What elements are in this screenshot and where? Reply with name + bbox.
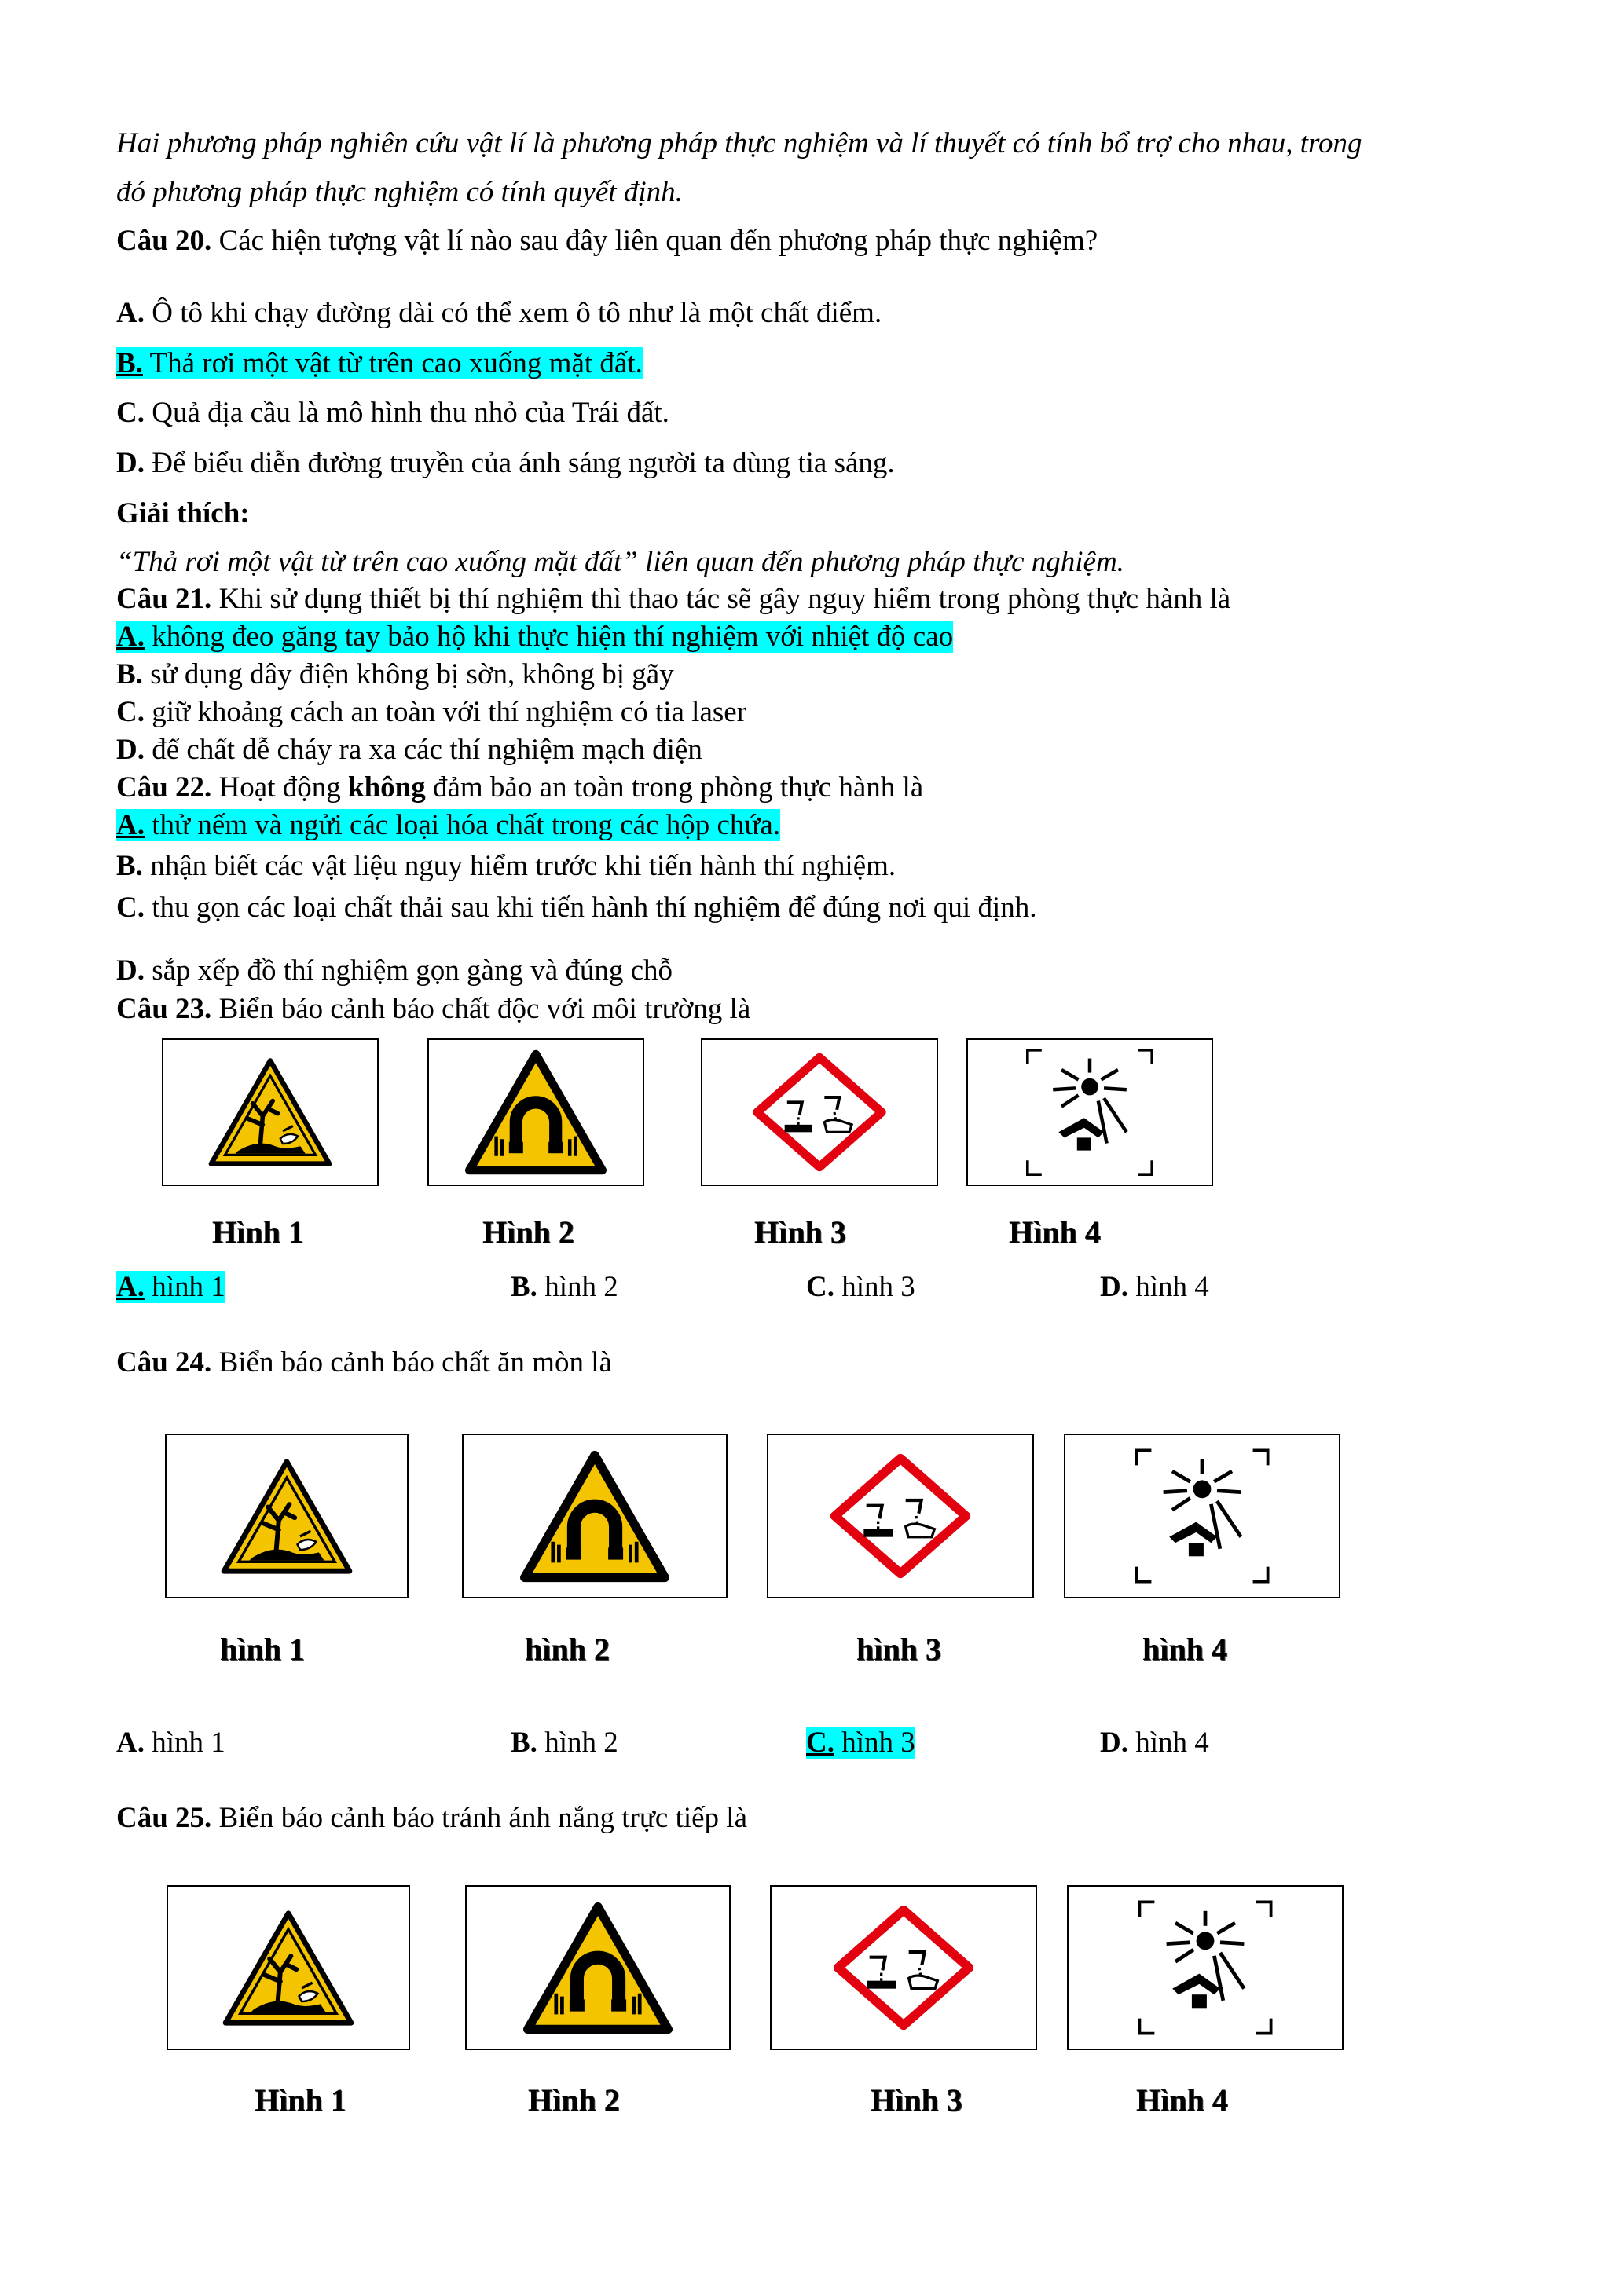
environment-hazard-icon	[220, 1456, 354, 1576]
option-letter: B.	[116, 658, 143, 690]
question-label: Câu 25.	[116, 1802, 212, 1834]
option-letter: C.	[806, 1271, 834, 1303]
option-letter: D.	[1100, 1727, 1128, 1759]
option-letter: B.	[116, 347, 143, 379]
intro-line-2: đó phương pháp thực nghiệm có tính quyết định.	[116, 176, 683, 208]
option-text: hình 3	[834, 1271, 915, 1303]
sign-environment-hazard	[162, 1038, 379, 1186]
option-letter: D.	[116, 954, 145, 987]
option-text: nhận biết các vật liệu nguy hiểm trước khi tiến hành thí nghiệm.	[142, 850, 896, 882]
sign-corrosive	[701, 1038, 938, 1186]
sign-magnetic-field	[462, 1434, 728, 1598]
sign-magnetic-field	[465, 1885, 731, 2050]
option-text: thử nếm và ngửi các loại hóa chất trong các hộp chứa.	[144, 809, 781, 841]
sign-keep-out-of-sunlight	[966, 1038, 1213, 1186]
option-text: để chất dễ cháy ra xa các thí nghiệm mạch điện	[144, 734, 702, 766]
sign-keep-out-of-sunlight	[1067, 1885, 1344, 2050]
q23-option-a[interactable]	[116, 1269, 225, 1305]
figure-caption: hình 2	[525, 1631, 610, 1667]
sign-keep-out-of-sunlight	[1064, 1434, 1340, 1598]
question-21	[116, 581, 1230, 617]
magnetic-field-icon	[465, 1049, 607, 1176]
q23-option-c[interactable]	[806, 1269, 915, 1305]
option-letter: A.	[116, 1271, 145, 1303]
answer-highlight	[116, 809, 780, 841]
q21-option-b[interactable]	[116, 657, 674, 693]
question-text: Biển báo cảnh báo chất độc với môi trường là	[211, 993, 751, 1025]
q21-option-c[interactable]	[116, 694, 746, 731]
question-24	[116, 1345, 612, 1381]
magnetic-field-icon	[523, 1901, 673, 2035]
option-text: hình 3	[834, 1727, 915, 1759]
question-text: Hoạt động	[211, 771, 348, 804]
q24-option-c[interactable]	[806, 1725, 915, 1761]
option-text: hình 2	[537, 1271, 618, 1303]
explanation-heading: Giải thích:	[116, 497, 250, 529]
option-letter: C.	[116, 397, 145, 429]
option-letter: C.	[806, 1727, 834, 1759]
option-letter: D.	[116, 734, 145, 766]
sign-environment-hazard	[167, 1885, 410, 2050]
option-text: hình 2	[537, 1727, 618, 1759]
q24-option-a[interactable]	[116, 1725, 225, 1761]
q22-option-d[interactable]	[116, 953, 673, 989]
option-letter: B.	[511, 1271, 537, 1303]
option-letter: D.	[1100, 1271, 1128, 1303]
q23-option-d[interactable]	[1100, 1269, 1209, 1305]
q20-option-c[interactable]	[116, 395, 669, 431]
option-text: Quả địa cầu là mô hình thu nhỏ của Trái đất.	[144, 397, 669, 429]
figure-caption: Hình 3	[871, 2082, 962, 2118]
answer-highlight	[806, 1727, 915, 1759]
sign-magnetic-field	[427, 1038, 644, 1186]
option-text: hình 4	[1127, 1271, 1209, 1303]
q23-option-b[interactable]	[511, 1269, 618, 1305]
figure-caption: hình 1	[220, 1631, 305, 1667]
environment-hazard-icon	[222, 1908, 355, 2028]
figure-caption: Hình 2	[482, 1214, 574, 1250]
magnetic-field-icon	[520, 1449, 669, 1584]
option-text: hình 4	[1127, 1727, 1209, 1759]
option-text: thu gọn các loại chất thải sau khi tiến hành thí nghiệm để đúng nơi qui định.	[144, 892, 1037, 924]
q20-option-a[interactable]	[116, 295, 882, 331]
question-label: Câu 21.	[116, 583, 212, 615]
keep-out-of-sunlight-icon	[1127, 1441, 1277, 1591]
figure-caption: Hình 4	[1136, 2082, 1228, 2118]
option-text: Để biểu diễn đường truyền của ánh sáng người ta dùng tia sáng.	[144, 447, 895, 479]
keep-out-of-sunlight-icon	[1019, 1042, 1160, 1183]
option-text: sử dụng dây điện không bị sờn, không bị gãy	[142, 658, 674, 690]
option-letter: A.	[116, 297, 145, 329]
sign-corrosive	[767, 1434, 1034, 1598]
option-text: giữ khoảng cách an toàn với thí nghiệm có tia laser	[144, 696, 747, 728]
question-emphasis: không	[348, 771, 426, 804]
option-letter: D.	[116, 447, 145, 479]
option-letter: C.	[116, 696, 145, 728]
question-label: Câu 24.	[116, 1346, 212, 1379]
q22-option-a[interactable]	[116, 807, 780, 844]
option-text: sắp xếp đồ thí nghiệm gọn gàng và đúng chỗ	[144, 954, 673, 987]
question-text: đảm bảo an toàn trong phòng thực hành là	[425, 771, 924, 804]
intro-line-1: Hai phương pháp nghiên cứu vật lí là phương pháp thực nghiệm và lí thuyết có tính bổ trợ cho nhau, trong	[116, 127, 1362, 159]
q20-option-b[interactable]	[116, 346, 643, 382]
option-text: Thả rơi một vật từ trên cao xuống mặt đất.	[142, 347, 643, 379]
q22-option-b[interactable]	[116, 848, 896, 884]
explanation-text: “Thả rơi một vật từ trên cao xuống mặt đất” liên quan đến phương pháp thực nghiệm.	[116, 546, 1124, 578]
keep-out-of-sunlight-icon	[1131, 1893, 1280, 2042]
answer-highlight	[116, 347, 643, 379]
question-23	[116, 991, 750, 1027]
environment-hazard-icon	[207, 1056, 333, 1169]
option-letter: A.	[116, 809, 145, 841]
corrosive-icon	[745, 1049, 894, 1175]
question-label: Câu 20.	[116, 225, 212, 257]
option-letter: A.	[116, 621, 145, 653]
question-22	[116, 770, 923, 806]
q20-option-d[interactable]	[116, 445, 895, 482]
q21-option-a[interactable]	[116, 619, 953, 655]
question-text: Các hiện tượng vật lí nào sau đây liên quan đến phương pháp thực nghiệm?	[211, 225, 1098, 257]
option-letter: B.	[116, 850, 143, 882]
answer-highlight	[116, 621, 953, 653]
option-letter: A.	[116, 1727, 145, 1759]
option-text: hình 1	[144, 1727, 225, 1759]
question-25	[116, 1800, 747, 1836]
question-label: Câu 22.	[116, 771, 212, 804]
figure-caption: Hình 1	[255, 2082, 346, 2118]
option-letter: C.	[116, 892, 145, 924]
sign-corrosive	[770, 1885, 1037, 2050]
question-text: Biển báo cảnh báo tránh ánh nắng trực tiếp là	[211, 1802, 748, 1834]
figure-caption: hình 3	[856, 1631, 941, 1667]
option-letter: B.	[511, 1727, 537, 1759]
figure-caption: Hình 2	[528, 2082, 620, 2118]
question-20	[116, 223, 1098, 259]
figure-caption: Hình 1	[212, 1214, 304, 1250]
corrosive-icon	[822, 1450, 979, 1582]
q24-option-d[interactable]	[1100, 1725, 1209, 1761]
option-text: Ô tô khi chạy đường dài có thể xem ô tô như là một chất điểm.	[144, 297, 882, 329]
question-text: Biển báo cảnh báo chất ăn mòn là	[211, 1346, 612, 1379]
figure-caption: Hình 3	[754, 1214, 846, 1250]
option-text: hình 1	[144, 1271, 225, 1303]
question-label: Câu 23.	[116, 993, 212, 1025]
figure-caption: Hình 4	[1009, 1214, 1101, 1250]
sign-environment-hazard	[165, 1434, 409, 1598]
q22-option-c[interactable]	[116, 890, 1037, 926]
q21-option-d[interactable]	[116, 732, 702, 768]
q24-option-b[interactable]	[511, 1725, 618, 1761]
corrosive-icon	[825, 1902, 982, 2034]
question-text: Khi sử dụng thiết bị thí nghiệm thì thao tác sẽ gây nguy hiểm trong phòng thực hành là	[211, 583, 1231, 615]
option-text: không đeo găng tay bảo hộ khi thực hiện thí nghiệm với nhiệt độ cao	[144, 621, 954, 653]
figure-caption: hình 4	[1142, 1631, 1227, 1667]
answer-highlight	[116, 1271, 225, 1303]
